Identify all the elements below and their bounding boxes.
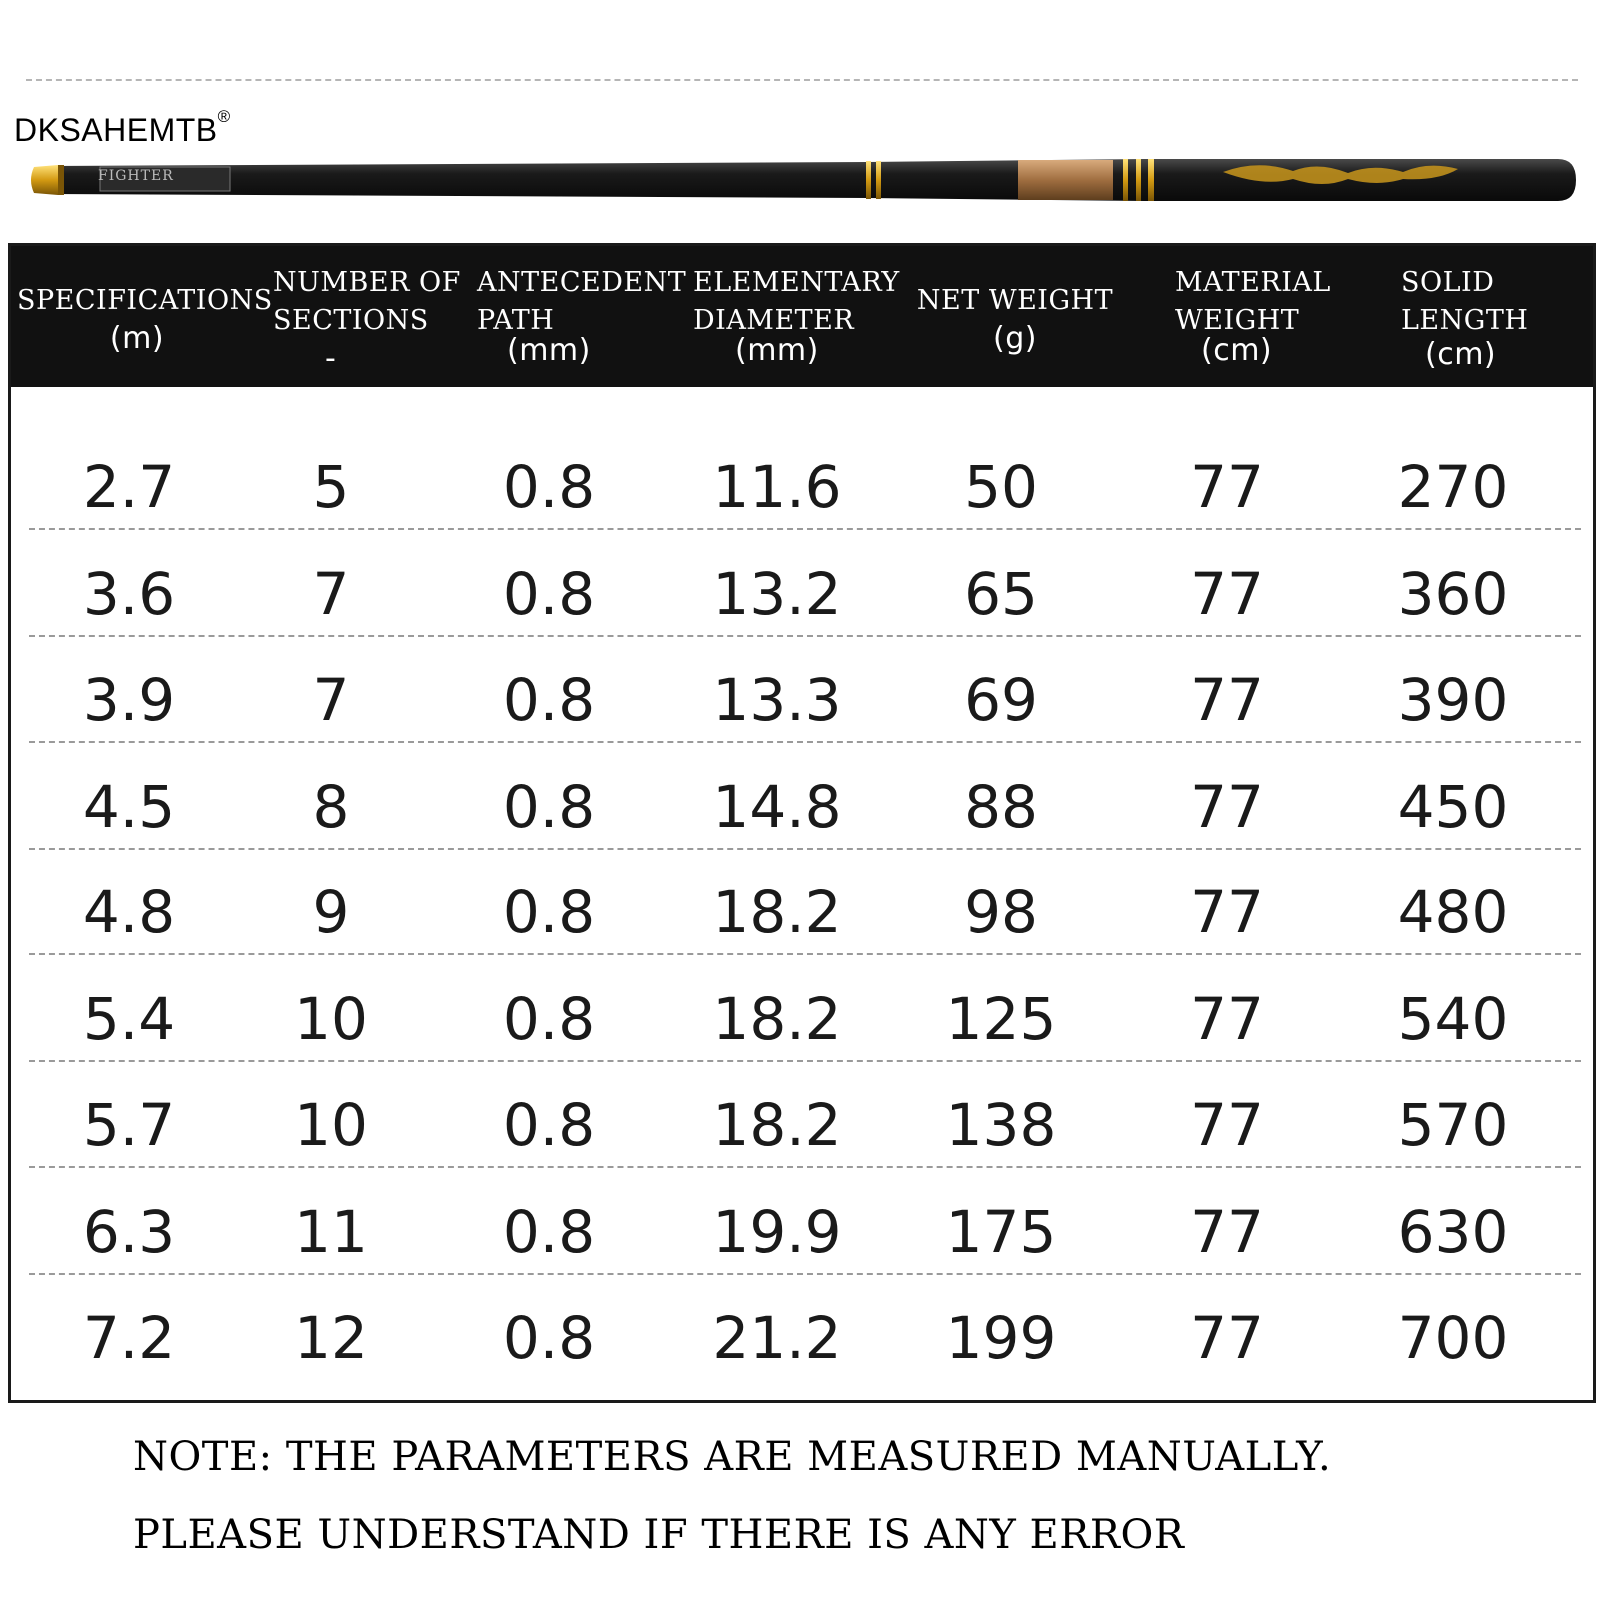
table-cell: 4.8 bbox=[82, 878, 176, 946]
table-cell: 570 bbox=[1397, 1091, 1509, 1159]
header-title: ANTECEDENT PATH bbox=[477, 267, 687, 336]
header-title: SOLID LENGTH bbox=[1401, 267, 1529, 336]
table-cell: 8 bbox=[312, 773, 350, 841]
table-row bbox=[11, 1178, 1593, 1286]
table-cell: 14.8 bbox=[712, 773, 842, 841]
table-row bbox=[11, 433, 1593, 541]
header-specifications bbox=[17, 282, 273, 358]
table-cell: 7 bbox=[312, 666, 350, 734]
row-divider bbox=[29, 635, 1581, 637]
table-cell: 0.8 bbox=[502, 878, 596, 946]
table-cell: 0.8 bbox=[502, 1304, 596, 1372]
table-cell: 77 bbox=[1190, 666, 1264, 734]
header-unit: (mm) bbox=[507, 333, 591, 368]
header-title: NUMBER OF SECTIONS bbox=[273, 267, 461, 336]
table-cell: 700 bbox=[1397, 1304, 1509, 1372]
top-divider bbox=[26, 79, 1578, 81]
row-divider bbox=[29, 1273, 1581, 1275]
header-title: NET WEIGHT bbox=[916, 285, 1114, 316]
header-unit: (g) bbox=[993, 321, 1037, 356]
table-cell: 77 bbox=[1190, 1091, 1264, 1159]
header-unit: (mm) bbox=[735, 333, 819, 368]
header-net-weight bbox=[915, 282, 1115, 358]
registered-mark: ® bbox=[217, 107, 231, 126]
table-row bbox=[11, 858, 1593, 966]
table-cell: 13.2 bbox=[712, 560, 842, 628]
rod-label: FIGHTER bbox=[98, 168, 174, 184]
table-cell: 270 bbox=[1397, 453, 1509, 521]
table-cell: 175 bbox=[945, 1198, 1057, 1266]
header-unit: (m) bbox=[109, 321, 165, 356]
table-cell: 21.2 bbox=[712, 1304, 842, 1372]
table-cell: 4.5 bbox=[82, 773, 176, 841]
table-cell: 13.3 bbox=[712, 666, 842, 734]
row-divider bbox=[29, 1166, 1581, 1168]
table-cell: 0.8 bbox=[502, 1091, 596, 1159]
table-cell: 9 bbox=[312, 878, 350, 946]
table-cell: 12 bbox=[294, 1304, 368, 1372]
fishing-rod-image bbox=[28, 157, 1576, 203]
table-cell: 2.7 bbox=[82, 453, 176, 521]
table-cell: 0.8 bbox=[502, 666, 596, 734]
table-cell: 11 bbox=[294, 1198, 368, 1266]
header-material-weight bbox=[1175, 264, 1345, 370]
header-solid-length bbox=[1401, 264, 1571, 374]
table-cell: 65 bbox=[964, 560, 1038, 628]
spec-table bbox=[8, 243, 1596, 1403]
header-title: ELEMENTARY DIAMETER bbox=[693, 267, 900, 336]
header-number-of-sections bbox=[273, 264, 463, 378]
table-cell: 0.8 bbox=[502, 985, 596, 1053]
table-cell: 77 bbox=[1190, 453, 1264, 521]
table-cell: 6.3 bbox=[82, 1198, 176, 1266]
table-cell: 0.8 bbox=[502, 453, 596, 521]
table-cell: 69 bbox=[964, 666, 1038, 734]
header-unit: - bbox=[325, 341, 337, 376]
table-cell: 88 bbox=[964, 773, 1038, 841]
table-cell: 7 bbox=[312, 560, 350, 628]
header-antecedent-path bbox=[477, 264, 687, 370]
table-cell: 360 bbox=[1397, 560, 1509, 628]
table-row bbox=[11, 646, 1593, 754]
table-cell: 5 bbox=[312, 453, 350, 521]
table-cell: 11.6 bbox=[712, 453, 842, 521]
row-divider bbox=[29, 953, 1581, 955]
table-cell: 77 bbox=[1190, 1304, 1264, 1372]
table-cell: 77 bbox=[1190, 878, 1264, 946]
table-cell: 480 bbox=[1397, 878, 1509, 946]
table-cell: 630 bbox=[1397, 1198, 1509, 1266]
header-title: MATERIAL WEIGHT bbox=[1175, 267, 1331, 336]
row-divider bbox=[29, 741, 1581, 743]
table-cell: 10 bbox=[294, 985, 368, 1053]
table-cell: 125 bbox=[945, 985, 1057, 1053]
table-cell: 540 bbox=[1397, 985, 1509, 1053]
table-cell: 5.4 bbox=[82, 985, 176, 1053]
row-divider bbox=[29, 1060, 1581, 1062]
table-cell: 77 bbox=[1190, 985, 1264, 1053]
table-cell: 3.6 bbox=[82, 560, 176, 628]
table-row bbox=[11, 753, 1593, 861]
table-cell: 77 bbox=[1190, 560, 1264, 628]
table-cell: 50 bbox=[964, 453, 1038, 521]
table-cell: 18.2 bbox=[712, 985, 842, 1053]
row-divider bbox=[29, 848, 1581, 850]
table-cell: 450 bbox=[1397, 773, 1509, 841]
table-cell: 10 bbox=[294, 1091, 368, 1159]
table-cell: 0.8 bbox=[502, 560, 596, 628]
row-divider bbox=[29, 528, 1581, 530]
measurement-note: NOTE: THE PARAMETERS ARE MEASURED MANUALLY. PLEASE UNDERSTAND IF THERE IS ANY ERROR bbox=[133, 1434, 1332, 1558]
table-cell: 0.8 bbox=[502, 1198, 596, 1266]
table-cell: 390 bbox=[1397, 666, 1509, 734]
table-cell: 77 bbox=[1190, 773, 1264, 841]
table-row bbox=[11, 1284, 1593, 1392]
table-cell: 5.7 bbox=[82, 1091, 176, 1159]
table-cell: 0.8 bbox=[502, 773, 596, 841]
header-elementary-diameter bbox=[693, 264, 903, 370]
table-cell: 3.9 bbox=[82, 666, 176, 734]
table-cell: 19.9 bbox=[712, 1198, 842, 1266]
header-unit: (cm) bbox=[1425, 337, 1497, 372]
table-cell: 7.2 bbox=[82, 1304, 176, 1372]
table-row bbox=[11, 1071, 1593, 1179]
brand-logo bbox=[14, 107, 231, 148]
table-cell: 138 bbox=[945, 1091, 1057, 1159]
brand-name: DKSAHEMTB bbox=[14, 112, 218, 148]
header-unit: (cm) bbox=[1201, 333, 1273, 368]
table-cell: 199 bbox=[945, 1304, 1057, 1372]
table-cell: 77 bbox=[1190, 1198, 1264, 1266]
header-title: SPECIFICATIONS bbox=[17, 285, 273, 316]
table-row bbox=[11, 540, 1593, 648]
table-cell: 18.2 bbox=[712, 878, 842, 946]
table-cell: 98 bbox=[964, 878, 1038, 946]
table-header bbox=[11, 246, 1593, 387]
table-cell: 18.2 bbox=[712, 1091, 842, 1159]
table-row bbox=[11, 965, 1593, 1073]
